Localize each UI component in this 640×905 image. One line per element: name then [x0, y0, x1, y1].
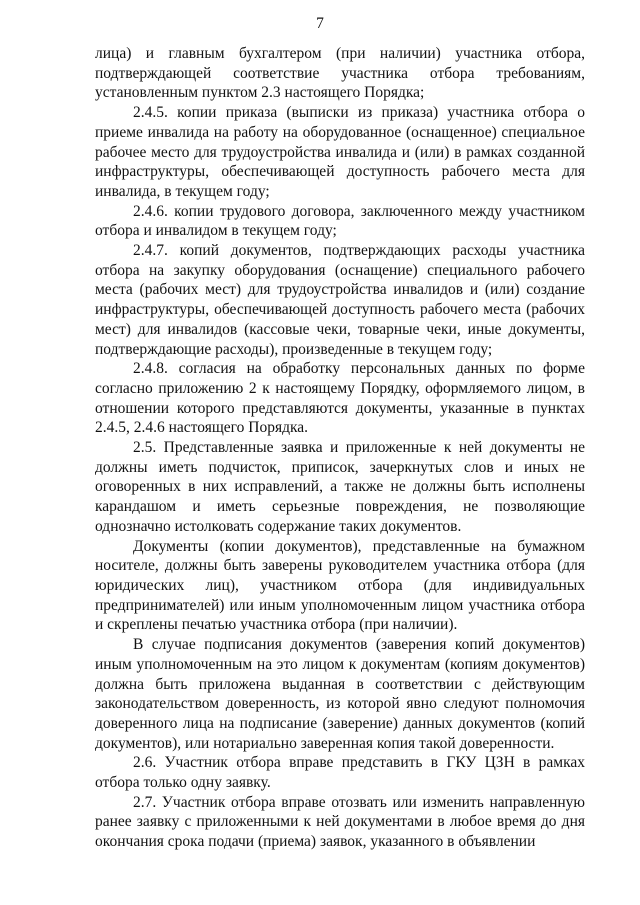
paragraph-signing-by-proxy: В случае подписания документов (заверения копий документов) иным уполномоченным на это лицом к документам (копиям документов) должна быть приложена выданная в соответствии с действующим законодательством доверенность, из которой явно следуют полномочия доверенного лица на подписание (заверение) данных документов (копий документов), или нотариально заверенная копия такой доверенности.	[95, 636, 585, 752]
paragraph-2-6: 2.6. Участник отбора вправе представить в ГКУ ЦЗН в рамках отбора только одну заявку.	[95, 754, 585, 792]
document-body	[95, 44, 585, 852]
paragraph-2-7: 2.7. Участник отбора вправе отозвать или изменить направленную ранее заявку с приложенными к ней документами в любое время до дня окончания срока подачи (приема) заявок, указанного в объявлении	[95, 793, 585, 851]
page-number: 7	[316, 15, 324, 32]
paragraph-2-4-5: 2.4.5. копии приказа (выписки из приказа) участника отбора о приеме инвалида на работу на оборудованное (оснащенное) специальное рабочее место для трудоустройства инвалида и (или) в рамках созданной инфраструктуры, обеспечивающей доступность рабочего места для инвалида, в текущем году;	[95, 104, 585, 200]
paragraph-documents-copies: Документы (копии документов), представленные на бумажном носителе, должны быть заверены руководителем участника отбора (для юридических лиц), участником отбора (для индивидуальных предпринимателей) или иным уполномоченным лицом участника отбора и скреплены печатью участника отбора (при наличии).	[95, 537, 585, 634]
paragraph-2-4-6: 2.4.6. копии трудового договора, заключенного между участником отбора и инвалидом в текущем году;	[95, 202, 585, 240]
paragraph-2-5: 2.5. Представленные заявка и приложенные к ней документы не должны иметь подчисток, приписок, зачеркнутых слов и иных не оговоренных в них исправлений, а также не должны быть исполнены карандашом и иметь серьезные повреждения, не позволяющие однозначно истолковать содержание таких документов.	[95, 439, 585, 535]
paragraph-2-4-7: 2.4.7. копий документов, подтверждающих расходы участника отбора на закупку оборудования (оснащение) специального рабочего места (рабочих мест) для трудоустройства инвалидов и (или) создание инфраструктуры, обеспечивающей доступность рабочего места (рабочих мест) для инвалидов (кассовые чеки, товарные чеки, иные документы, подтверждающие расходы), произведенные в текущем году;	[95, 242, 585, 358]
paragraph-2-4-8: 2.4.8. согласия на обработку персональных данных по форме согласно приложению 2 к настоящему Порядку, оформляемого лицом, в отношении которого представляются документы, указанные в пунктах 2.4.5, 2.4.6 настоящего Порядка.	[95, 360, 585, 437]
paragraph-2-4-4-continuation: лица) и главным бухгалтером (при наличии) участника отбора, подтверждающей соответствие участника отбора требованиям, установленным пунктом 2.3 настоящего Порядка;	[95, 45, 585, 102]
